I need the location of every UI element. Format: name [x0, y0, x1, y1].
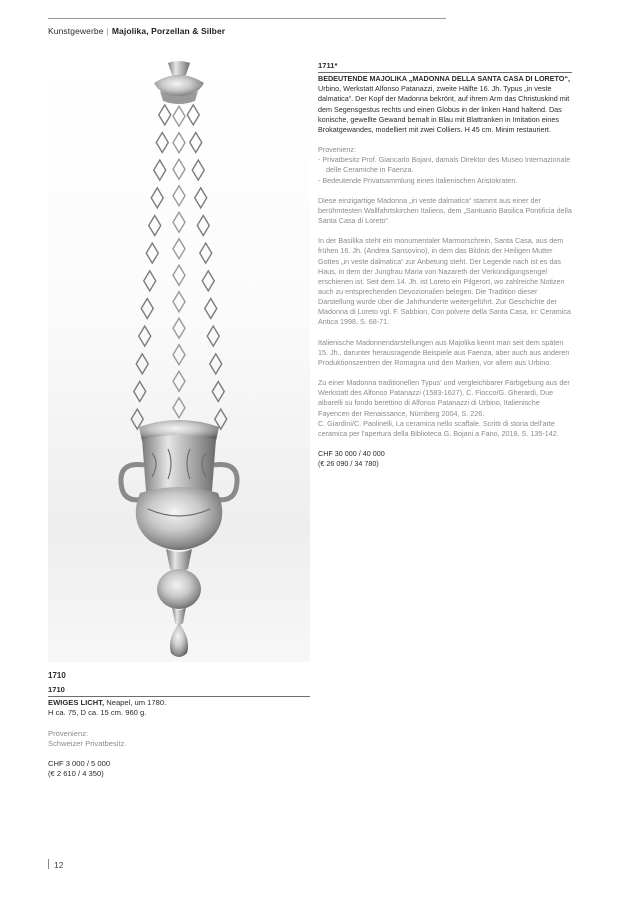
- chain-link: [134, 382, 146, 402]
- chain-link: [144, 271, 156, 291]
- lot-photo: [48, 61, 310, 662]
- chain-link: [173, 292, 185, 312]
- lot-caption-number: 1710: [48, 671, 66, 680]
- lot-heading: [48, 698, 310, 708]
- chains-group: [131, 105, 227, 429]
- price-chf: CHF 30 000 / 40 000: [318, 449, 385, 458]
- chain-link: [197, 216, 209, 236]
- chain-link: [205, 299, 217, 319]
- lot-title: BEDEUTENDE MAJOLIKA „MADONNA DELLA SANTA CASA DI LORETO“,: [318, 74, 570, 84]
- chain-link: [173, 371, 185, 391]
- header-category: Kunstgewerbe: [48, 26, 104, 36]
- chain-link: [159, 105, 171, 125]
- essay-paragraph-3: Italienische Madonnendarstellungen aus Majolika kennt man seit dem späten 15. Jh., darunter herausragende Beispiele aus Faenza, aber auch aus anderen Produktionszentren der Romagna und den Marken, vor allem aus Urbino.: [318, 337, 570, 367]
- chain-link: [202, 271, 214, 291]
- chain-link: [141, 299, 153, 319]
- chain-link: [173, 265, 185, 285]
- chain-link: [139, 326, 151, 346]
- hanging-lamp-illustration: [48, 61, 310, 662]
- running-header: [48, 26, 225, 36]
- chain-link: [173, 239, 185, 259]
- chain-link: [173, 318, 185, 338]
- page-number: [48, 859, 63, 870]
- provenance-item-2: - Bedeutende Privatsammlung eines italienischen Aristokraten.: [318, 175, 518, 185]
- chain-link: [210, 354, 222, 374]
- chain-link: [156, 133, 168, 153]
- essay-paragraph-4: Zu einer Madonna traditionellen Typus' und vergleichbarer Farbgebung aus der Werkstatt des Alfonso Patanazzi (1583-1627), C. Fiocco/G. Gherardi, Due albarelli su fondo berettino di Alfonso Patanazzi di Urbino, Italienische Fayencen der Renaissance, Nürnberg 2004, S. 226.: [318, 378, 570, 418]
- chain-link: [192, 160, 204, 180]
- chain-link: [154, 160, 166, 180]
- provenance-block: [318, 145, 572, 186]
- page-number-bar: [48, 859, 49, 869]
- lot-number: 1710: [48, 685, 310, 697]
- provenance-item-1: - Privatbesitz Prof. Giancarlo Bojani, damals Direktor des Museo Internazionale delle Ceramiche in Faenza.: [318, 155, 571, 175]
- chain-link: [173, 133, 185, 153]
- chain-link: [195, 188, 207, 208]
- lot-title: EWIGES LICHT,: [48, 698, 105, 708]
- chain-link: [212, 382, 224, 402]
- chain-link: [215, 409, 227, 429]
- chain-link: [149, 216, 161, 236]
- lot-dimensions: H ca. 75, D ca. 15 cm. 960 g.: [48, 708, 147, 718]
- chain-link: [173, 106, 185, 126]
- chain-link: [173, 159, 185, 179]
- chain-link: [136, 354, 148, 374]
- essay-paragraph-2: In der Basilika steht ein monumentaler Marmorschrein, Santa Casa, aus dem frühen 16. Jh. (Andrea Sansovino), in dem das Bildnis der Heiligen Mutter Gottes „in veste dalmatica“ zur Anbetung steht. Der Legende nach ist es das Haus, in dem der Jungfrau Maria von Nazareth der Verkündigungsengel erschienen ist. Seit dem 14. Jh. ist Loreto ein Pilgerort, wo zahlreiche Notizen auch zu entsprechenden Devozionalien belegen. Die Tradition dieser Darstellung wurde über die Jahrhunderte weitergeführt. Zur Geschichte der Madonna di Loreto vgl. F. Sabbion, Con polvere della Santa Casa, in: Ceramica Antica 1998, S. 68-71.: [318, 236, 571, 327]
- header-section: Majolika, Porzellan & Silber: [111, 26, 226, 36]
- chain-link: [190, 133, 202, 153]
- chain-link: [146, 243, 158, 263]
- lot-description: [318, 74, 572, 135]
- essay-paragraph-5: C. Giardini/C. Paolinelli, La ceramica nello scaffale. Scritti di storia dell'arte ceramica per l'apertura della Biblioteca G. Bojani a Fano, 2018, S. 135-142.: [318, 418, 559, 438]
- essay-paragraph-1: Diese einzigartige Madonna „in veste dalmatica“ stammt aus einer der berühmtesten Wallfahrtskirchen Italiens, dem „Santuario Basilica Pontificia della Santa Casa di Loreto“.: [318, 195, 572, 226]
- page-number-text: 12: [54, 860, 64, 870]
- header-rule: [48, 18, 446, 19]
- chain-link: [187, 105, 199, 125]
- price-chf: CHF 3 000 / 5 000: [48, 759, 111, 769]
- provenance-text: Schweizer Privatbesitz.: [48, 738, 127, 748]
- lot-number: 1711*: [318, 61, 572, 73]
- lot-1710-entry: [48, 685, 310, 779]
- provenance-label: Provenienz:: [48, 728, 89, 738]
- chain-link: [173, 345, 185, 365]
- chain-link: [173, 186, 185, 206]
- lot-origin: Neapel, um 1780.: [104, 698, 167, 708]
- price-eur: (€ 2 610 / 4 350): [48, 769, 104, 779]
- chain-link: [173, 212, 185, 232]
- chain-link: [151, 188, 163, 208]
- lot-description-text: Urbino, Werkstatt Alfonso Patanazzi, zweite Hälfte 16. Jh. Typus „in veste dalmatica“. Der Kopf der Madonna bekrönt, auf ihrem Arm das Christuskind mit dem Segensgestus rechts und einen Globus in der linken Hand haltend. Das konische, gewellte Gewand bemalt in Blau mit Blattranken in Imitation eines Brokatgewandes, modelliert mit zwei Colliers. H 45 cm. Minim restauriert.: [318, 84, 570, 134]
- header-separator: |: [106, 26, 109, 36]
- price-eur: (€ 26 090 / 34 780): [318, 459, 379, 469]
- provenance-label: Provenienz:: [318, 145, 356, 155]
- chain-link: [200, 243, 212, 263]
- lot-1711-entry: [318, 61, 572, 469]
- chain-link: [207, 326, 219, 346]
- chain-link: [173, 398, 185, 418]
- chain-link: [131, 409, 143, 429]
